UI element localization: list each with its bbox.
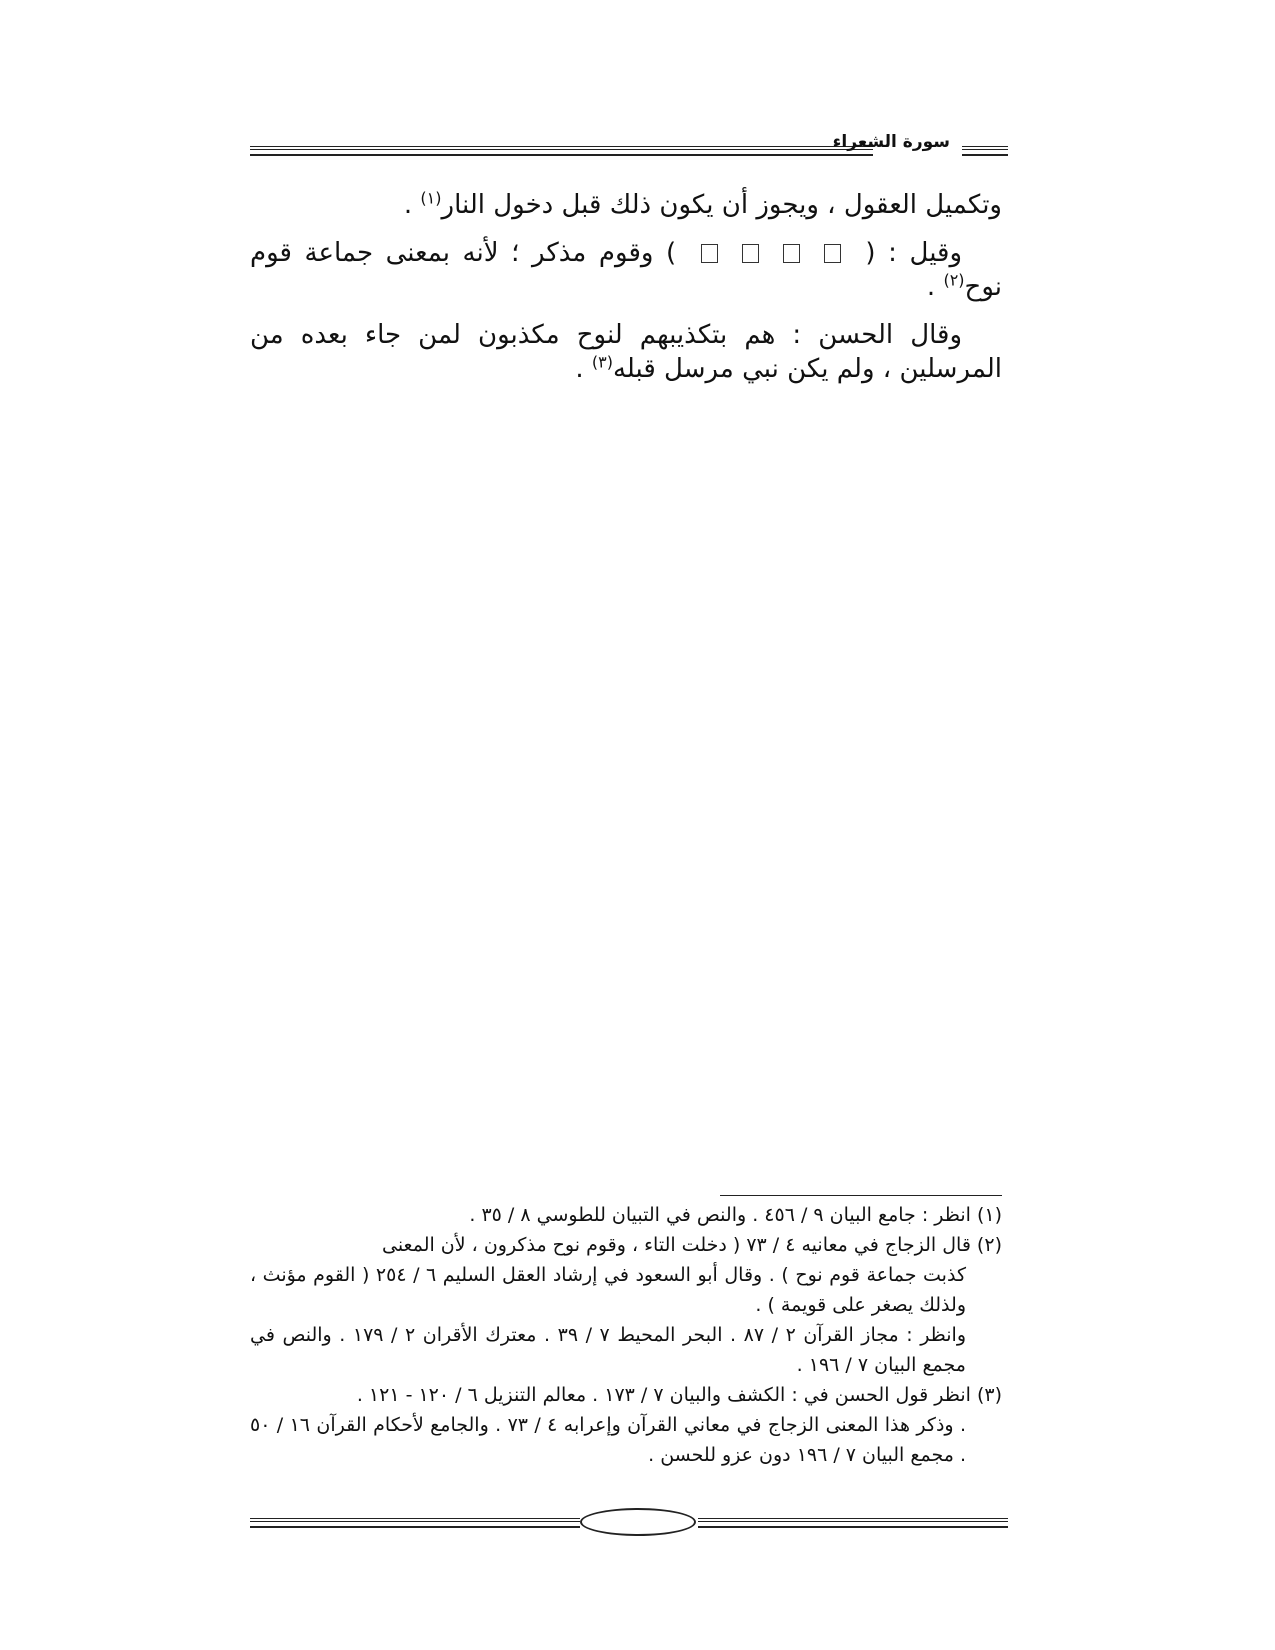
footnote-1: (١) انظر : جامع البيان ٩ / ٤٥٦ . والنص في التبيان للطوسي ٨ / ٣٥ . [469,1204,1002,1226]
footnote-ref-3: (٣) [591,352,613,372]
missing-glyph-box [701,244,718,263]
footnote-2: (٢) قال الزجاج في معانيه ٤ / ٧٣ ( دخلت التاء ، وقوم نوح مذكرون ، لأن المعنى [381,1234,1002,1256]
paragraph-2-start: وقيل : ( [865,238,963,268]
footnote-3: (٣) انظر قول الحسن في : الكشف والبيان ٧ / ١٧٣ . معالم التنزيل ٦ / ١٢٠ - ١٢١ . [356,1384,1002,1406]
paragraph-3-text: وقال الحسن : هم بتكذيبهم لنوح مكذبون لمن جاء بعده من المرسلين ، ولم يكن نبي مرسل قبله [250,320,1002,384]
paragraph-3-end: . [575,354,592,384]
footnote-ref-2: (٢) [943,270,965,290]
main-text [250,188,1002,400]
missing-glyph-box [824,244,841,263]
paragraph-2-end: . [926,272,944,302]
footnote-2-continued: كذبت جماعة قوم نوح ) . وقال أبو السعود في إرشاد العقل السليم ٦ / ٢٥٤ ( القوم مؤنث ، ولذلك يصغر على قويمة ) . [250,1264,966,1316]
paragraph-1 [250,188,1002,222]
paragraph-1-text: وتكميل العقول ، ويجوز أن يكون ذلك قبل دخول النار [441,190,1002,220]
page-number-oval [580,1508,696,1536]
page-header [250,132,1008,168]
paragraph-2 [250,236,1002,304]
page-footer-ornament [250,1508,1008,1538]
footnote-separator [720,1195,1002,1196]
footer-rule-right [698,1518,1008,1528]
paragraph-2-text: ) وقوم مذكر ؛ لأنه بمعنى جماعة قوم نوح [250,238,1002,302]
paragraph-3 [250,318,1002,386]
footnote-3-continued: . وذكر هذا المعنى الزجاج في معاني القرآن وإعرابه ٤ / ٧٣ . والجامع لأحكام القرآن ١٦ / ٥٠ . مجمع البيان ٧ / ١٩٦ دون عزو للحسن . [250,1414,966,1466]
footnote-ref-1: (١) [420,188,442,208]
surah-title: سورة الشعراء [832,132,950,152]
footer-rule-left [250,1518,580,1528]
paragraph-1-end: . [403,190,421,220]
footnotes [250,1200,1002,1470]
header-rule [250,146,873,156]
header-rule-short [962,146,1008,156]
missing-glyph-box [742,244,759,263]
missing-glyph-box [783,244,800,263]
footnote-2-references: وانظر : مجاز القرآن ٢ / ٨٧ . البحر المحيط ٧ / ٣٩ . معترك الأقران ٢ / ١٧٩ . والنص في مجمع البيان ٧ / ١٩٦ . [250,1324,967,1376]
